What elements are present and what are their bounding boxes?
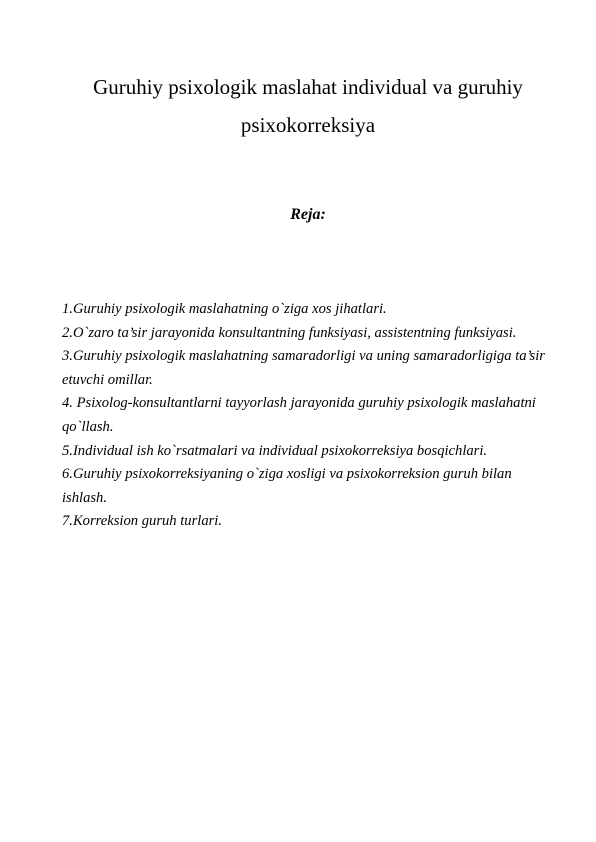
document-title xyxy=(40,68,576,144)
plan-list xyxy=(62,298,552,534)
plan-item-1: 1.Guruhiy psixologik maslahatning o`ziga xos jihatlari. xyxy=(62,301,387,317)
plan-item-6: 6.Guruhiy psixokorreksiyaning o`ziga xosligi va psixokorreksion guruh bilan ishlash. xyxy=(62,466,512,506)
plan-heading: Reja: xyxy=(290,206,326,223)
plan-item-2: 2.O`zaro ta’sir jarayonida konsultantning funksiyasi, assistentning funksiyasi. xyxy=(62,324,517,341)
title-line-1: Guruhiy psixologik maslahat individual va guruhiy xyxy=(93,75,523,100)
plan-item-3: 3.Guruhiy psixologik maslahatning samaradorligi va uning samaradorligiga ta’sir etuvchi omillar. xyxy=(62,348,545,388)
plan-item-5: 5.Individual ish ko`rsatmalari va individual psixokorreksiya bosqichlari. xyxy=(62,442,488,459)
plan-item-7: 7.Korreksion guruh turlari. xyxy=(62,513,223,530)
title-line-2: psixokorreksiya xyxy=(240,113,376,138)
plan-item-4: 4. Psixolog-konsultantlarni tayyorlash jarayonida guruhiy psixologik maslahatni qo`llash. xyxy=(62,395,536,435)
